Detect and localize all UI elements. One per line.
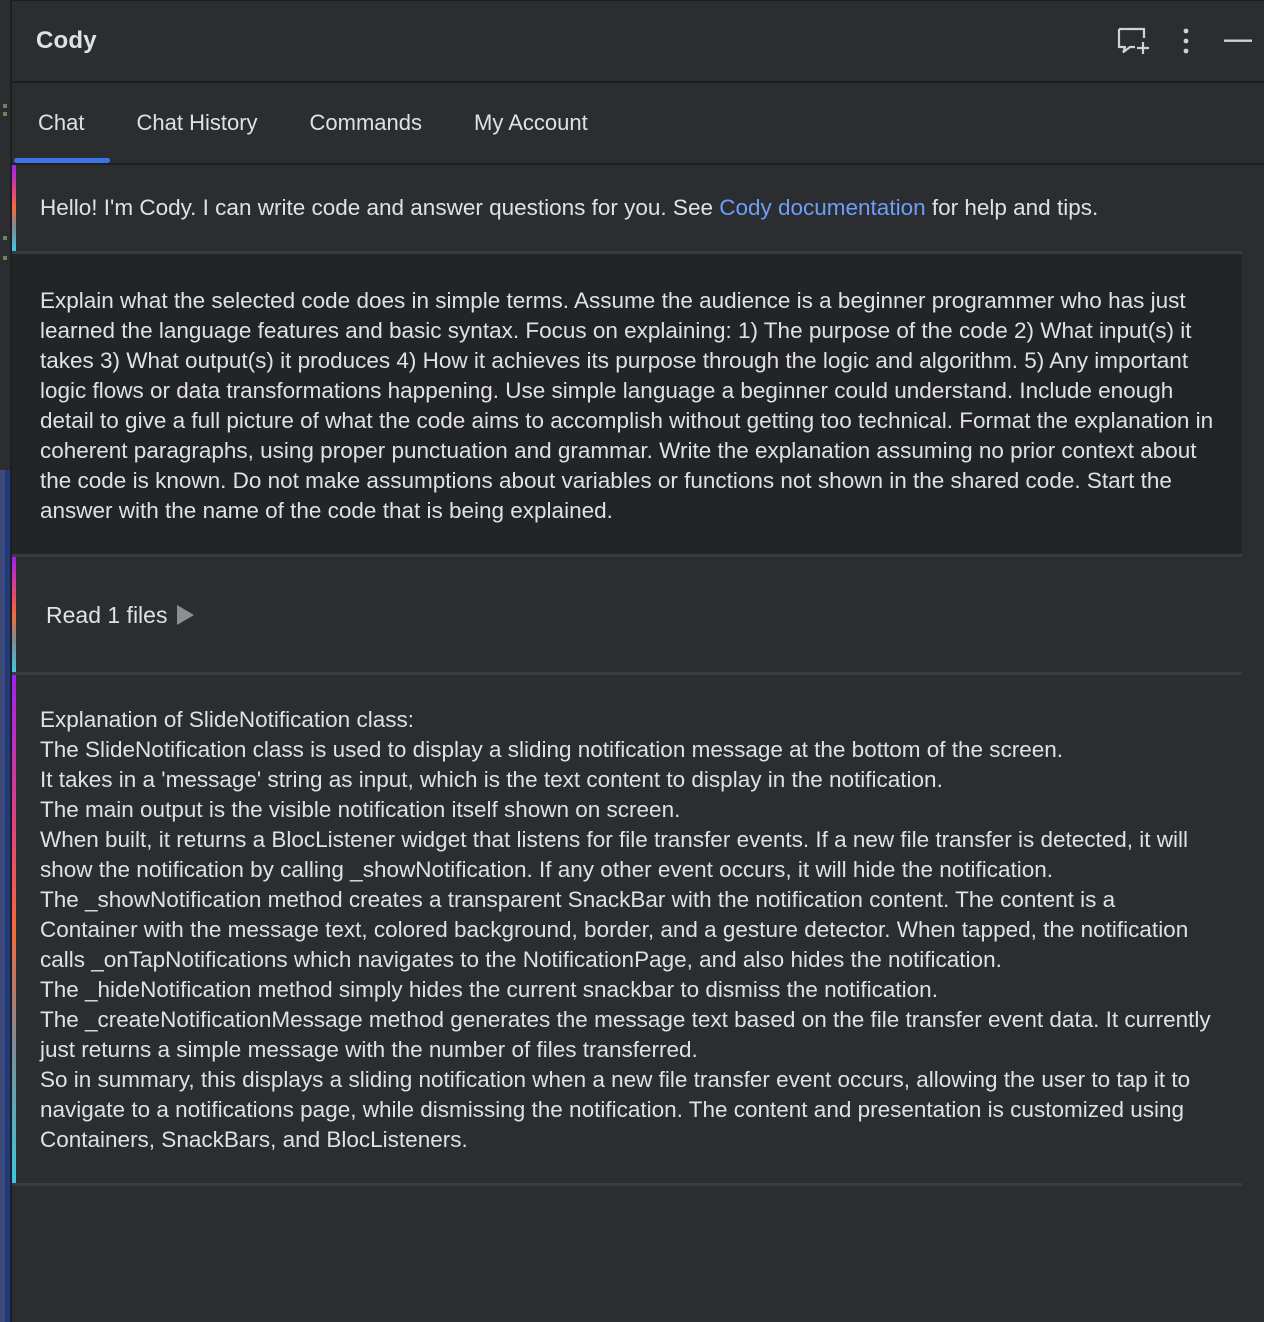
tool-window-header bbox=[12, 1, 1264, 83]
gutter-marker bbox=[3, 236, 7, 240]
editor-selection-highlight-inner bbox=[5, 470, 10, 1322]
assistant-answer-message bbox=[12, 675, 1242, 1186]
welcome-text: Hello! I'm Cody. I can write code and answer questions for you. See Cody documentation for help and tips. bbox=[40, 195, 1099, 220]
answer-line: The SlideNotification class is used to display a sliding notification message at the bottom of the screen. bbox=[40, 737, 1064, 762]
answer-line: The _hideNotification method simply hides the current snackbar to dismiss the notification. bbox=[40, 977, 938, 1002]
editor-gutter bbox=[0, 0, 10, 470]
more-options-button[interactable] bbox=[1160, 21, 1212, 61]
answer-line: So in summary, this displays a sliding notification when a new file transfer event occurs, allowing the user to tap it to navigate to a notifications page, while dismissing the notification. The content and presentation is customized using Containers, SnackBars, and BlocListeners. bbox=[40, 1067, 1197, 1152]
new-chat-button[interactable] bbox=[1108, 21, 1160, 61]
answer-line: It takes in a 'message' string as input, which is the text content to display in the notification. bbox=[40, 767, 943, 792]
read-files-toggle[interactable] bbox=[46, 600, 194, 630]
context-files-label: Read 1 files bbox=[46, 601, 168, 628]
tab-my-account[interactable] bbox=[448, 83, 614, 163]
kebab-menu-icon bbox=[1182, 27, 1190, 55]
tab-label: My Account bbox=[474, 110, 588, 135]
answer-line: The _showNotification method creates a transparent SnackBar with the notification content. The content is a Container with the message text, colored background, border, and a gesture detector. When tapped, the notification calls _onTapNotifications which navigates to the NotificationPage, and also hides the notification. bbox=[40, 887, 1195, 972]
tab-bar bbox=[12, 83, 1264, 165]
tab-label: Commands bbox=[309, 110, 423, 135]
gutter-marker bbox=[3, 112, 7, 116]
ide-editor-edge bbox=[0, 0, 12, 1322]
cody-tool-window bbox=[12, 0, 1264, 1322]
tab-commands[interactable] bbox=[284, 83, 448, 163]
human-message-text: Explain what the selected code does in simple terms. Assume the audience is a beginner programmer who has just learned the language features and basic syntax. Focus on explaining: 1) The purpose of the code 2) What input(s) it takes 3) What output(s) it produces 4) How it achieves its purpose through the logic and algorithm. 5) Any important logic flows or data transformations happening. Use simple language a beginner could understand. Include enough detail to give a full picture of what the code aims to accomplish without getting too technical. Format the explanation in coherent paragraphs, using proper punctuation and grammar. Write the explanation assuming no prior context about the code is known. Do not make assumptions about variables or functions not shown in the shared code. Start the answer with the name of the code that is being explained. bbox=[40, 288, 1220, 523]
header-actions bbox=[1108, 1, 1264, 81]
answer-line: When built, it returns a BlocListener widget that listens for file transfer events. If a new file transfer is detected, it will show the notification by calling _showNotification. If any other event occurs, it will hide the notification. bbox=[40, 827, 1195, 882]
tab-chat[interactable] bbox=[12, 83, 110, 163]
new-chat-icon bbox=[1116, 26, 1152, 56]
expand-triangle-icon bbox=[177, 605, 194, 625]
cody-documentation-link[interactable]: Cody documentation bbox=[719, 195, 926, 220]
context-files-message bbox=[12, 557, 1242, 675]
gutter-marker bbox=[3, 256, 7, 260]
minimize-button[interactable] bbox=[1212, 21, 1264, 61]
answer-line: The main output is the visible notification itself shown on screen. bbox=[40, 797, 681, 822]
answer-line: Explanation of SlideNotification class: bbox=[40, 707, 414, 732]
chat-transcript bbox=[12, 165, 1242, 1186]
assistant-welcome-message bbox=[12, 165, 1242, 254]
tab-chat-history[interactable] bbox=[110, 83, 283, 163]
tab-label: Chat bbox=[38, 110, 85, 135]
tab-label: Chat History bbox=[136, 110, 258, 135]
minimize-icon bbox=[1224, 39, 1252, 43]
tool-window-title: Cody bbox=[36, 27, 97, 54]
gutter-marker bbox=[3, 104, 7, 108]
answer-line: The _createNotificationMessage method generates the message text based on the file transfer event data. It currently just returns a simple message with the number of files transferred. bbox=[40, 1007, 1217, 1062]
human-message bbox=[12, 254, 1242, 557]
